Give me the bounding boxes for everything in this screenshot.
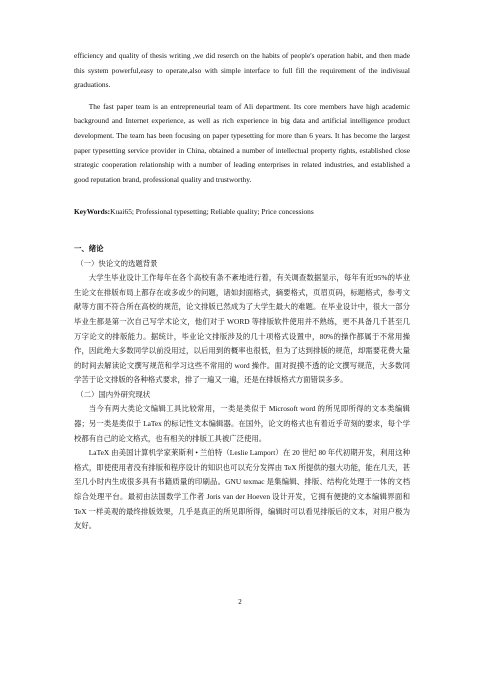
keywords-line — [74, 205, 410, 220]
abstract-paragraph-2: The fast paper team is an entrepreneurial team of Ali department. Its core members have high academic background and Internet experience, as well as rich experience in big data and artificial intelligence product development. The team has been focusing on paper typesetting for more than 6 years. It has become the largest paper typesetting service provider in China, obtained a number of intellectual property rights, established close strategic cooperation relationship with a number of leading enterprises in related industries, and established a good reputation brand, professional quality and trustworthy. — [74, 101, 410, 184]
page-number: 2 — [238, 598, 242, 606]
keywords-text: Kuai65; Professional typesetting; Reliable quality; Price concessions — [110, 207, 314, 217]
subsection-heading-1: （一）快论文的选题背景 — [76, 258, 158, 268]
introduction-section — [74, 242, 410, 534]
research-status-paragraph-2: LaTeX 由美国计算机学家莱斯利 • 兰伯特（Leslie Lamport）在 20 世纪 80 年代初期开发，利用这种格式，即使使用者没有排版和程序设计的知识也可以充分发挥由 TeX 所提供的强大功能，能在几天，甚至几小时内生成很多具有书籍质量的印刷品。GNU texmac 是集编辑、排版、结构化处理于一体的文档综合处理平台。最初由法国数学工作者 Joris van der Hoeven 设计开发，它拥有便捷的文本编辑界面和 TeX 一样美观的最终排版效果，几乎是真正的所见即所得，编辑时可以看见排版后的文本，对用户极为友好。 — [74, 448, 410, 531]
background-paragraph: 大学生毕业设计工作每年在各个高校有条不紊地进行着，有关调查数据显示，每年有近95%的毕业生论文在排版布局上都存在或多或少的问题，诸如封面格式，摘要格式，页眉页码，标题格式，参考文献等方面不符合所在高校的规范，论文排版已然成为了大学生最大的难题。在毕业设计中，很大一部分毕业生都是第一次自己写学术论文，他们对于 WORD 等排版软件使用并不熟练，更不具备几千甚至几万字论文的排版能力。据统计，毕业论文排版涉及的几十项格式设置中，80%的操作都属于不常用操作，因此绝大多数同学以前没用过，以后用到的概率也很低，但为了达到排版的规范，却需要花费大量的时间去解读论文撰写规范和学习这些不常用的 word 操作。面对捉摸不透的论文撰写规范，大多数同学苦于论文排版的各种格式要求，排了一遍又一遍，还是在排版格式方面错误多多。 — [74, 273, 410, 385]
english-abstract — [74, 49, 410, 220]
keywords-label: KeyWords: — [74, 207, 111, 217]
subsection-heading-2: （二）国内外研究现状 — [76, 389, 151, 399]
research-status-paragraph-1: 当今有两大类论文编辑工具比较常用，一类是类似于 Microsoft word 的所见即所得的文本类编辑器；另一类是类似于 LaTex 的标记性文本编辑器。在国外，论文的格式也有着近乎苛刻的要求，每个学校都有自己的论文格式，也有相关的排版工具被广泛使用。 — [74, 404, 410, 443]
section-heading: 一、绪论 — [74, 243, 104, 253]
abstract-paragraph-1: efficiency and quality of thesis writing ,we did reserch on the habits of people's operation habit, and then made this system powerful,easy to operate,also with simple interface to full fill the requirement of the indivisual graduations. — [74, 51, 410, 90]
